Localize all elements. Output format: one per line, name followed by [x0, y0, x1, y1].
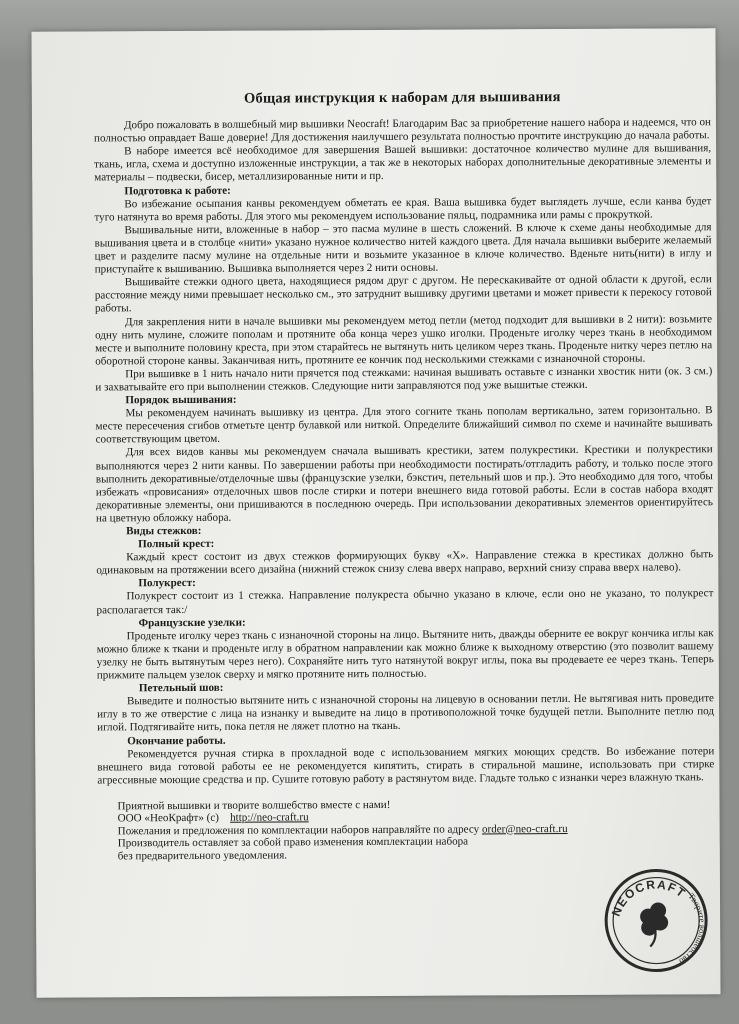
paper-sheet: [31, 28, 720, 998]
intro-paragraph: В наборе имеется всё необходимое для завершения Вашей вышивки: достаточное количество мулине для вышивания, ткань, игла, схема и доступно изложенные инструкции, а так же в некоторых наборах дополнительные декоративные элементы и материалы – подвески, бисер, металлизированные нити и пр.: [94, 142, 712, 184]
stitch-text-half-cross: Полукрест состоит из 1 стежка. Направление полукреста обычно указано в ключе, если оно не указано, то полукрест располагается так:/: [96, 587, 714, 617]
stamp-seal: [602, 866, 711, 975]
intro-paragraph: Добро пожаловать в волшебный мир вышивки Neocraft! Благодарим Вас за приобретение нашего набора и надеемся, что он полностью оправдает Ваше доверие! Для достижения наилучшего результата полностью прочтите инструкцию до начала работы.: [94, 116, 711, 145]
prep-paragraph: Для закрепления нити в начале вышивки мы рекомендуем метод петли (метод подходит для вышивки в 2 нити): возьмите одну нить мулине, сложите пополам и протяните оба конца через ушко иголки. Проденьте иголку через ткань в необходимом месте и выполните половину креста, при этом старайтесь не вытянуть нить целиком через ткань. Проденьте нитку через петлю на оборотной стороне канвы. Заканчивая нить, протяните ее кончик под несколькими стежками с изнаночной стороны.: [95, 312, 713, 368]
finish-paragraph: Рекомендуется ручная стирка в прохладной воде с использованием мягких моющих средств. Во избежание потери внешнего вида готовой работы ее не рекомендуется кипятить, стирать в стиральной машине, использовать при стирке агрессивные моющие средства и пр. Сушите готовую работу в растянутом виде. Гладьте только с изнанки через влажную ткань.: [97, 744, 715, 787]
prep-paragraph: При вышивке в 1 нить начало нити прячется под стежками: начиная вышивать оставьте с изнанки хвостик нити (ок. 3 см.) и захватывайте его при выполнении стежков. Следующие нити заправляются под уже вышитые стежки.: [95, 365, 713, 394]
stitch-text-full-cross: Каждый крест состоит из двух стежков формирующих букву «Х». Направление стежка в крестиках должно быть одинаковым на протяжении всего дизайна (нижний стежок снизу слева вверх направо, верхний снизу справа вверх налево).: [96, 548, 714, 577]
stamp-side-text: Творите волшебство: [677, 890, 708, 967]
prep-paragraph: Во избежание осыпания канвы рекомендуем обметать ее края. Ваша вышивка будет выглядеть лучше, если канва будет туго натянута во время работы. Для этого мы рекомендуем использование пяльц, подрамника или рамы с прокруткой.: [94, 194, 712, 224]
website-link[interactable]: http://neo-craft.ru: [230, 811, 309, 825]
footer: [98, 797, 715, 862]
order-paragraph: Мы рекомендуем начинать вышивку из центра. Для этого согните ткань пополам вертикально, затем горизонтально. В месте пересечения сгибов отметьте центр булавкой или ниткой. Определите ближайший символ по схеме и начинайте вышивать соответствующим цветом.: [95, 404, 713, 446]
footer-greeting: Приятной вышивки и творите волшебство вместе с нами!: [117, 798, 391, 813]
stitch-text-buttonhole: Выведите и полностью вытяните нить с изнаночной стороны на лицевую в основании петли. Не вытягивая нить проведите иглу в то же отверстие с лица на изнанку и выведите на лицо в противоположной точке будущей петли. Выполните петлю под иглой. Подтягивайте нить, пока петля не ляжет плотно на ткань.: [97, 692, 715, 734]
document-title: Общая инструкция к наборам для вышивания: [243, 89, 561, 107]
section-heading-prep: Подготовка к работе:: [124, 184, 231, 197]
company-stamp: [602, 866, 711, 975]
section-heading-stitches: Виды стежков:: [126, 524, 202, 538]
order-paragraph: Для всех видов канвы мы рекомендуем сначала вышивать крестики, затем полукрестики. Крестики и полукрестики выполняются через 2 нити канвы. По завершении работы при необходимости постирать/отгладить работу, и только после этого выполнить декоративные/отделочные швы (французские узелки, бэкстич, петельный шов и пр.). Это необходимо для того, чтобы избежать «провисания» отделочных швов после стирки и потери внешнего вида готовой работы. Если в состав набора входят декоративные элементы, они пришиваются в последнюю очередь. При использовании декоративных элементов ориентируйтесь на цветную обложку набора.: [95, 443, 713, 525]
section-heading-finish: Окончание работы.: [127, 734, 226, 747]
stamp-top-text: NEOCRAFT: [608, 877, 689, 919]
stitch-name-half-cross: Полукрест:: [138, 577, 196, 590]
company-name: ООО «НеоКрафт» (с): [117, 812, 220, 825]
section-heading-order: Порядок вышивания:: [125, 393, 237, 407]
prep-paragraph: Вышивайте стежки одного цвета, находящиеся рядом друг с другом. Не перескакивайте от одной области к другой, если расстояние между ними превышает несколько см., это затруднит вышивку другими цветами и может привести к перекосу готовой работы.: [94, 273, 712, 315]
document-body: [94, 90, 715, 862]
footer-disclaimer: Производитель оставляет за собой право изменения комплектации набора: [117, 835, 469, 850]
prep-paragraph: Вышивальные нити, вложенные в набор – это пасма мулине в шесть сложений. В ключе к схеме даны необходимые для вышивания цвета и в столбце «нити» указано нужное количество нитей каждого цвета. Для начала вышивки выберите желаемый цвет и разделите пасму мулине на отдельные нити и возьмите указанное в ключе количество. Вденьте нить(нити) в иглу и приступайте к вышиванию. Вышивка выполняется через 2 нити основы.: [94, 221, 712, 276]
stitch-name-full-cross: Полный крест:: [138, 537, 215, 551]
four-leaf-clover-icon: [640, 902, 668, 946]
contact-text: Пожелания и предложения по комплектации наборов направляйте по адресу: [117, 823, 480, 838]
footer-disclaimer: без предварительного уведомления.: [117, 848, 288, 862]
stitch-name-buttonhole: Петельный шов:: [138, 681, 224, 695]
email-link[interactable]: order@neo-craft.ru: [481, 822, 568, 836]
stitch-text-french-knots: Проденьте иголку через ткань с изнаночной стороны на лицо. Вытяните нить, дважды оберните ее вокруг кончика иглы как можно ближе к ткани и проденьте иглу в обратном направлении как можно ближе к выходному отверстию (это позволит вашему узелку не быть вытянутым через него). Сохраняйте нить туго натянутой вокруг иглы, пока вы продеваете ее через ткань. Теперь прижмите пальцем узелок сверху и мягко протяните нить полностью.: [96, 626, 714, 682]
stitch-name-french-knots: Французские узелки:: [138, 616, 246, 629]
